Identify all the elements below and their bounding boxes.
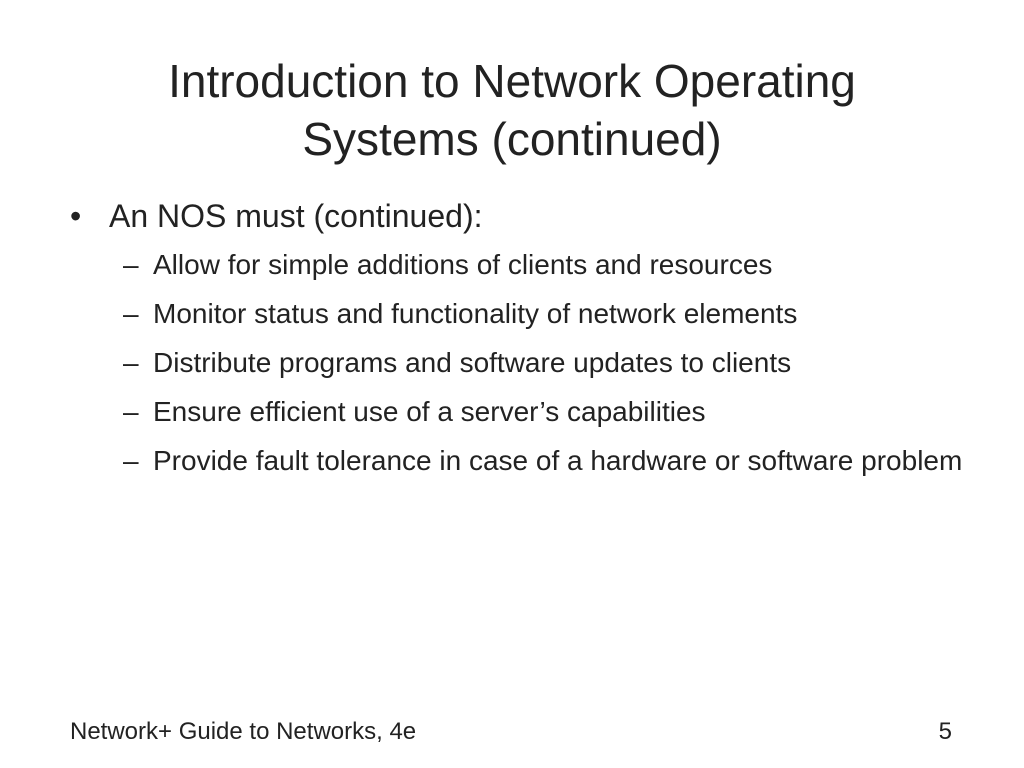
sub-bullet-marker: – xyxy=(123,298,139,329)
sub-bullet-item xyxy=(123,246,970,284)
sub-bullet-text: Distribute programs and software updates to clients xyxy=(153,347,792,378)
slide-body xyxy=(70,196,970,491)
bullet-text: An NOS must (continued): xyxy=(109,198,483,234)
sub-bullet-text: Monitor status and functionality of network elements xyxy=(153,298,798,329)
sub-bullet-marker: – xyxy=(123,347,139,378)
sub-bullet-marker: – xyxy=(123,445,139,476)
slide-title xyxy=(60,52,964,168)
footer-book-title: Network+ Guide to Networks, 4e xyxy=(70,718,417,745)
sub-bullet-text: Allow for simple additions of clients and resources xyxy=(153,249,773,280)
sub-bullet-item xyxy=(123,344,970,382)
sub-bullet-item xyxy=(123,295,970,333)
slide-title-line-1: Introduction to Network Operating xyxy=(168,55,856,107)
slide-number: 5 xyxy=(938,718,952,745)
sub-bullet-text: Provide fault tolerance in case of a hardware or software problem xyxy=(153,445,963,476)
sub-bullet-marker: – xyxy=(123,396,139,427)
slide-title-line-2: Systems (continued) xyxy=(302,113,722,165)
bullet-marker: • xyxy=(70,198,82,234)
sub-bullet-text: Ensure efficient use of a server’s capabilities xyxy=(153,396,706,427)
sub-bullet-marker: – xyxy=(123,249,139,280)
bullet-item xyxy=(70,196,970,236)
sub-bullet-item xyxy=(123,393,970,431)
sub-bullet-item xyxy=(123,442,970,480)
sub-bullet-list xyxy=(70,246,970,480)
